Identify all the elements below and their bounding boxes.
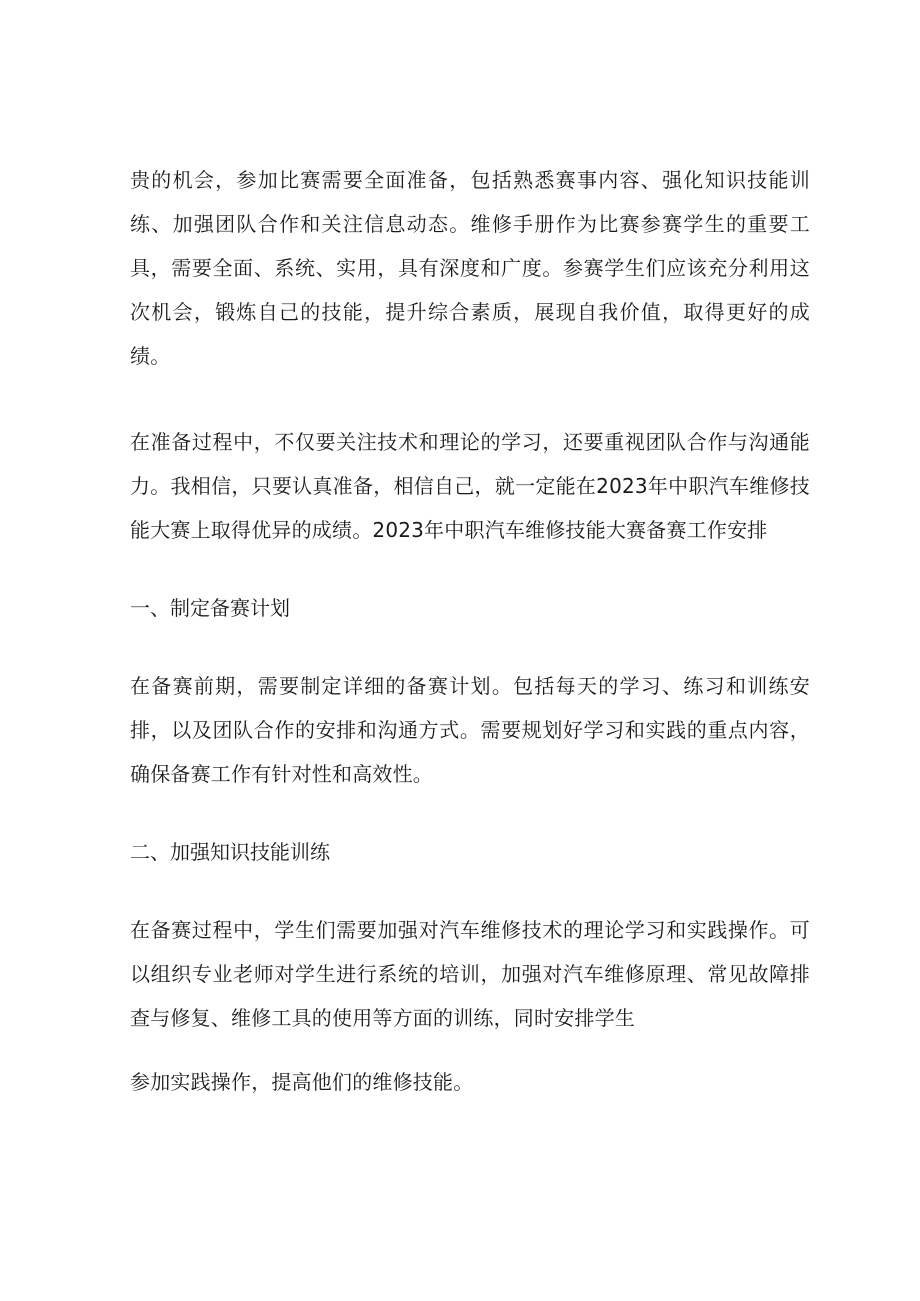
paragraph-gap: [130, 1040, 810, 1060]
paragraph-gap: [130, 378, 810, 420]
paragraph-gap: [130, 552, 810, 586]
paragraph-3: 在备赛前期，需要制定详细的备赛计划。包括每天的学习、练习和训练安排，以及团队合作的安排和沟通方式。需要规划好学习和实践的重点内容，确保备赛工作有针对性和高效性。: [130, 674, 810, 786]
paragraph-gap: [130, 630, 810, 664]
section-heading-1: 一、制定备赛计划: [130, 596, 290, 620]
paragraph-gap: [130, 874, 810, 908]
paragraph-4: 在备赛过程中，学生们需要加强对汽车维修技术的理论学习和实践操作。可以组织专业老师对学生进行系统的培训，加强对汽车维修原理、常见故障排查与修复、维修工具的使用等方面的训练，同时安排学生: [130, 918, 810, 1030]
section-heading-2: 二、加强知识技能训练: [130, 840, 330, 864]
paragraph-gap: [130, 796, 810, 830]
paragraph-1: 贵的机会，参加比赛需要全面准备，包括熟悉赛事内容、强化知识技能训练、加强团队合作和关注信息动态。维修手册作为比赛参赛学生的重要工具，需要全面、系统、实用，具有深度和广度。参赛学生们应该充分利用这次机会，锻炼自己的技能，提升综合素质，展现自我价值，取得更好的成绩。: [130, 168, 810, 368]
document-body: [130, 158, 810, 1104]
paragraph-2: 在准备过程中，不仅要关注技术和理论的学习，还要重视团队合作与沟通能力。我相信，只要认真准备，相信自己，就一定能在2023年中职汽车维修技能大赛上取得优异的成绩。2023年中职汽车维修技能大赛备赛工作安排: [130, 430, 810, 542]
paragraph-5: 参加实践操作，提高他们的维修技能。: [130, 1070, 474, 1094]
